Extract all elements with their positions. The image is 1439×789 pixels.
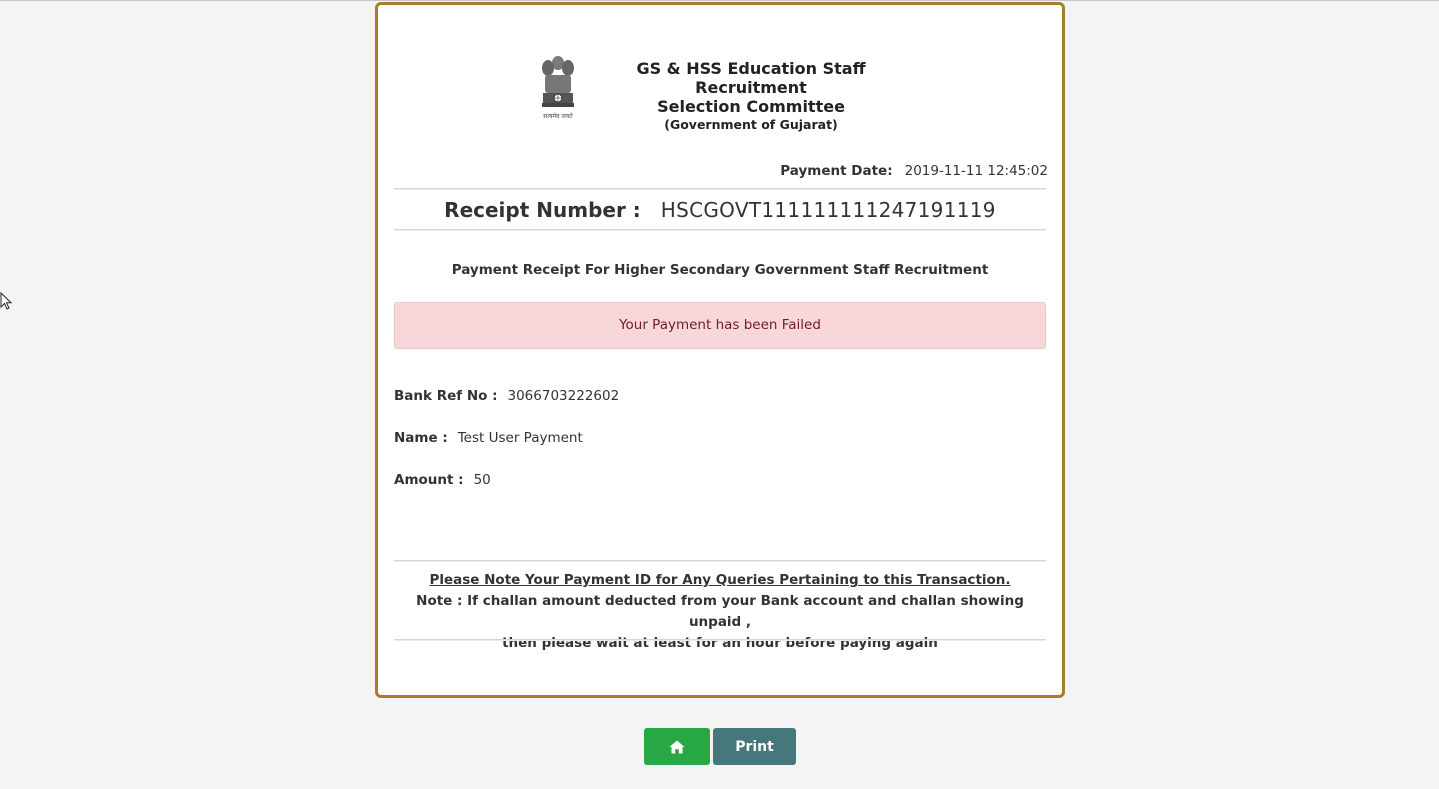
org-line-1: GS & HSS Education Staff Recruitment	[636, 59, 866, 97]
name-value: Test User Payment	[457, 430, 583, 446]
payment-date-value: 2019-11-11 12:45:02	[904, 163, 1048, 179]
receipt-number-value: HSCGOVT111111111247191119	[660, 198, 996, 222]
receipt-number	[394, 195, 1046, 225]
payment-date	[780, 163, 1048, 179]
bank-ref-row	[394, 388, 619, 404]
receipt-card	[375, 2, 1065, 698]
bank-ref-label: Bank Ref No :	[394, 388, 498, 404]
divider	[394, 229, 1046, 231]
bank-ref-value: 3066703222602	[507, 388, 620, 404]
org-line-2: Selection Committee	[657, 97, 845, 116]
name-row	[394, 430, 583, 446]
org-line-3: (Government of Gujarat)	[664, 117, 838, 132]
top-border	[0, 0, 1439, 1]
note-line-3: then please wait at least for an hour before paying again	[502, 635, 938, 651]
divider	[394, 188, 1046, 190]
amount-label: Amount :	[394, 472, 464, 488]
divider	[394, 560, 1046, 562]
organization-name	[594, 59, 908, 133]
receipt-number-label: Receipt Number :	[444, 198, 641, 222]
note-line-2: Note : If challan amount deducted from your Bank account and challan showing unpaid ,	[416, 593, 1024, 630]
name-label: Name :	[394, 430, 448, 446]
print-button[interactable]: Print	[713, 728, 796, 765]
amount-row	[394, 472, 491, 488]
emblem-motto: सत्यमेव जयते	[543, 113, 573, 120]
home-icon	[669, 740, 685, 754]
payment-failed-alert: Your Payment has been Failed	[394, 302, 1046, 349]
note-line-1: Please Note Your Payment ID for Any Queries Pertaining to this Transaction.	[429, 572, 1011, 588]
divider	[394, 639, 1046, 641]
home-button[interactable]	[644, 728, 710, 765]
payment-date-label: Payment Date:	[780, 163, 893, 179]
payment-note	[394, 570, 1046, 654]
receipt-title: Payment Receipt For Higher Secondary Government Staff Recruitment	[451, 262, 989, 278]
amount-value: 50	[473, 472, 491, 488]
receipt-header	[538, 53, 908, 132]
mouse-cursor-icon	[0, 292, 14, 312]
state-emblem-icon	[538, 53, 578, 121]
